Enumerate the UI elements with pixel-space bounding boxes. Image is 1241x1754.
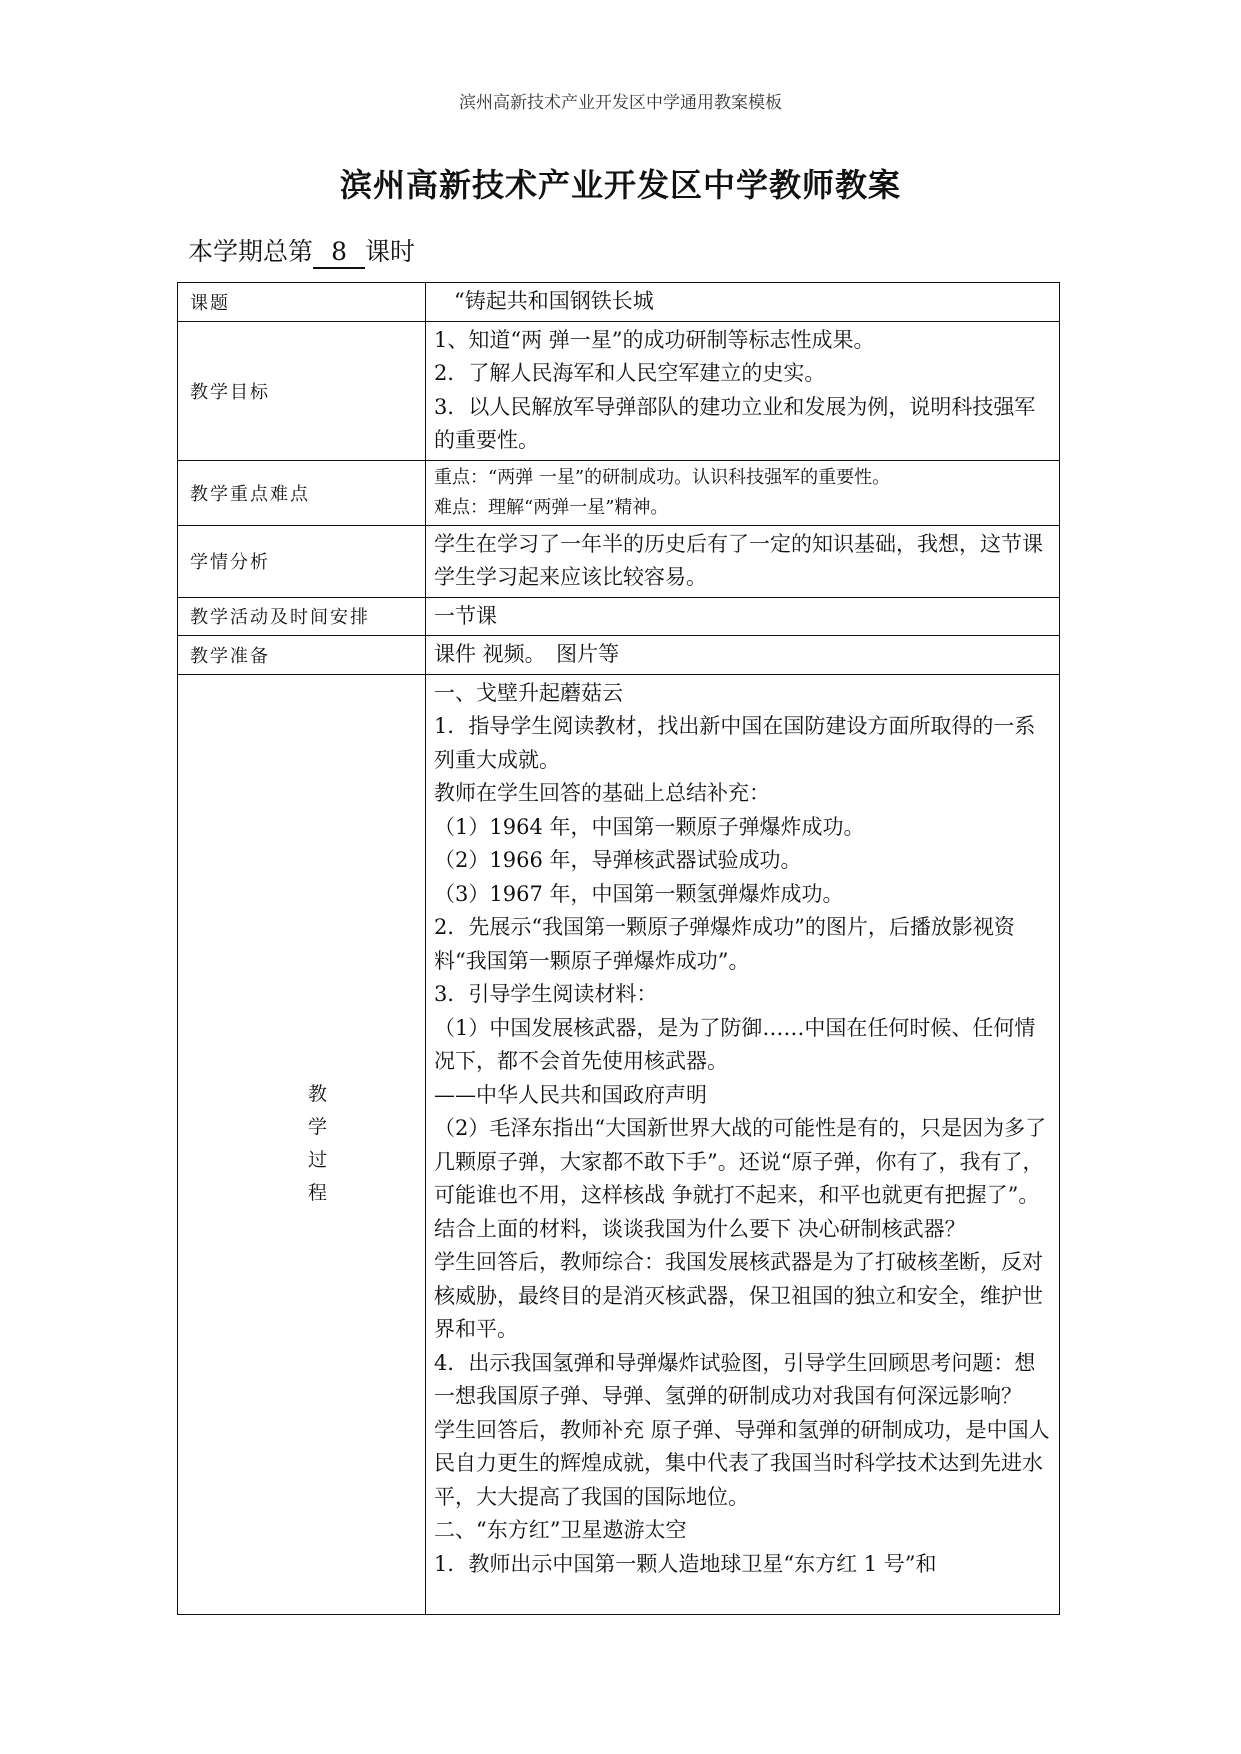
row-preparation [178, 636, 1060, 675]
process-line: 结合上面的材料，谈谈我国为什么要下 决心研制核武器？ [434, 1216, 966, 1241]
document-title: 滨州高新技术产业开发区中学教师教案 [339, 166, 901, 204]
period-prefix: 本学期总第 [188, 237, 314, 266]
label-activity: 教学活动及时间安排 [178, 597, 426, 636]
goal-line: 1、知道“两 弹一星”的成功研制等标志性成果。 [434, 327, 875, 352]
process-line: 1．教师出示中国第一颗人造地球卫星“东方红 1 号”和 [434, 1551, 937, 1576]
label-process-char: 学 [307, 1116, 329, 1138]
key-point-line: 重点：“两弹 一星”的研制成功。认识科技强军的重要性。 [434, 466, 891, 488]
process-line: 3．引导学生阅读材料： [434, 982, 658, 1006]
process-line: （2）1966 年，导弹核武器试验成功。 [434, 848, 802, 872]
row-key-points [178, 460, 1060, 525]
page-header: 滨州高新技术产业开发区中学通用教案模板 [459, 93, 782, 113]
label-key-points: 教学重点难点 [178, 460, 426, 525]
value-activity: 一节课 [426, 597, 1060, 636]
label-analysis: 学情分析 [178, 525, 426, 597]
value-goals [426, 321, 1060, 460]
value-key-points [426, 460, 1060, 525]
process-line: 一、戈壁升起蘑菇云 [434, 680, 623, 705]
value-topic: “铸起共和国钢铁长城 [426, 283, 1060, 322]
period-suffix: 课时 [365, 237, 416, 266]
process-line: （1）1964 年，中国第一颗原子弹爆炸成功。 [434, 814, 865, 839]
goal-line: 2．了解人民海军和人民空军建立的史实。 [434, 361, 826, 385]
process-line: 2．先展示“我国第一颗原子弹爆炸成功”的图片，后播放影视资料“我国第一颗原子弹爆炸成功”。 [434, 915, 1015, 973]
process-line: （2）毛泽东指出“大国新世界大战的可能性是有的，只是因为多了几颗原子弹，大家都不敢下手”。还说“原子弹，你有了，我有了，可能谁也不用，这样核战 争就打不起来，和平也就更有把握了”。 [434, 1116, 1047, 1207]
process-line: ——中华人民共和国政府声明 [434, 1082, 707, 1107]
process-line: （3）1967 年，中国第一颗氢弹爆炸成功。 [434, 881, 844, 906]
process-line: 学生回答后，教师综合：我国发展核武器是为了打破核垄断，反对核威胁，最终目的是消灭核武器，保卫祖国的独立和安全，维护世界和平。 [434, 1250, 1043, 1341]
goal-line: 3．以人民解放军导弹部队的建功立业和发展为例，说明科技强军的重要性。 [434, 394, 1036, 452]
label-preparation: 教学准备 [178, 636, 426, 675]
process-line: 4．出示我国氢弹和导弹爆炸试验图，引导学生回顾思考问题：想 一想我国原子弹、导弹、氢弹的研制成功对我国有何深远影响？ [434, 1350, 1036, 1408]
row-topic [178, 283, 1060, 322]
process-line: 学生回答后，教师补充 原子弹、导弹和氢弹的研制成功，是中国人民自力更生的辉煌成就，集中代表了我国当时科学技术达到先进水平，大大提高了我国的国际地位。 [434, 1417, 1050, 1509]
label-process-char: 程 [307, 1182, 329, 1204]
row-analysis [178, 525, 1060, 597]
value-analysis: 学生在学习了一年半的历史后有了一定的知识基础，我想，这节课学生学习起来应该比较容易。 [426, 525, 1060, 597]
row-activity [178, 597, 1060, 636]
process-line: 1．指导学生阅读教材，找出新中国在国防建设方面所取得的一系列重大成就。 [434, 714, 1036, 772]
value-process [426, 674, 1060, 1614]
key-point-line: 难点：理解“两弹一星”精神。 [434, 496, 669, 518]
row-goals [178, 321, 1060, 460]
lesson-plan-table [177, 282, 1060, 1615]
period-number: 8 [313, 237, 365, 269]
process-line: 二、“东方红”卫星遨游太空 [434, 1518, 687, 1542]
process-line: （1）中国发展核武器，是为了防御……中国在任何时候、任何情况下，都不会首先使用核武器。 [434, 1015, 1036, 1073]
label-goals: 教学目标 [178, 321, 426, 460]
value-preparation: 课件 视频。 图片等 [426, 636, 1060, 675]
label-process-char: 过 [307, 1149, 329, 1171]
label-process [178, 674, 426, 1614]
label-topic: 课题 [178, 283, 426, 322]
label-process-char: 教 [307, 1083, 329, 1105]
row-process [178, 674, 1060, 1614]
process-line: 教师在学生回答的基础上总结补充： [434, 781, 770, 805]
lesson-period [188, 232, 415, 269]
